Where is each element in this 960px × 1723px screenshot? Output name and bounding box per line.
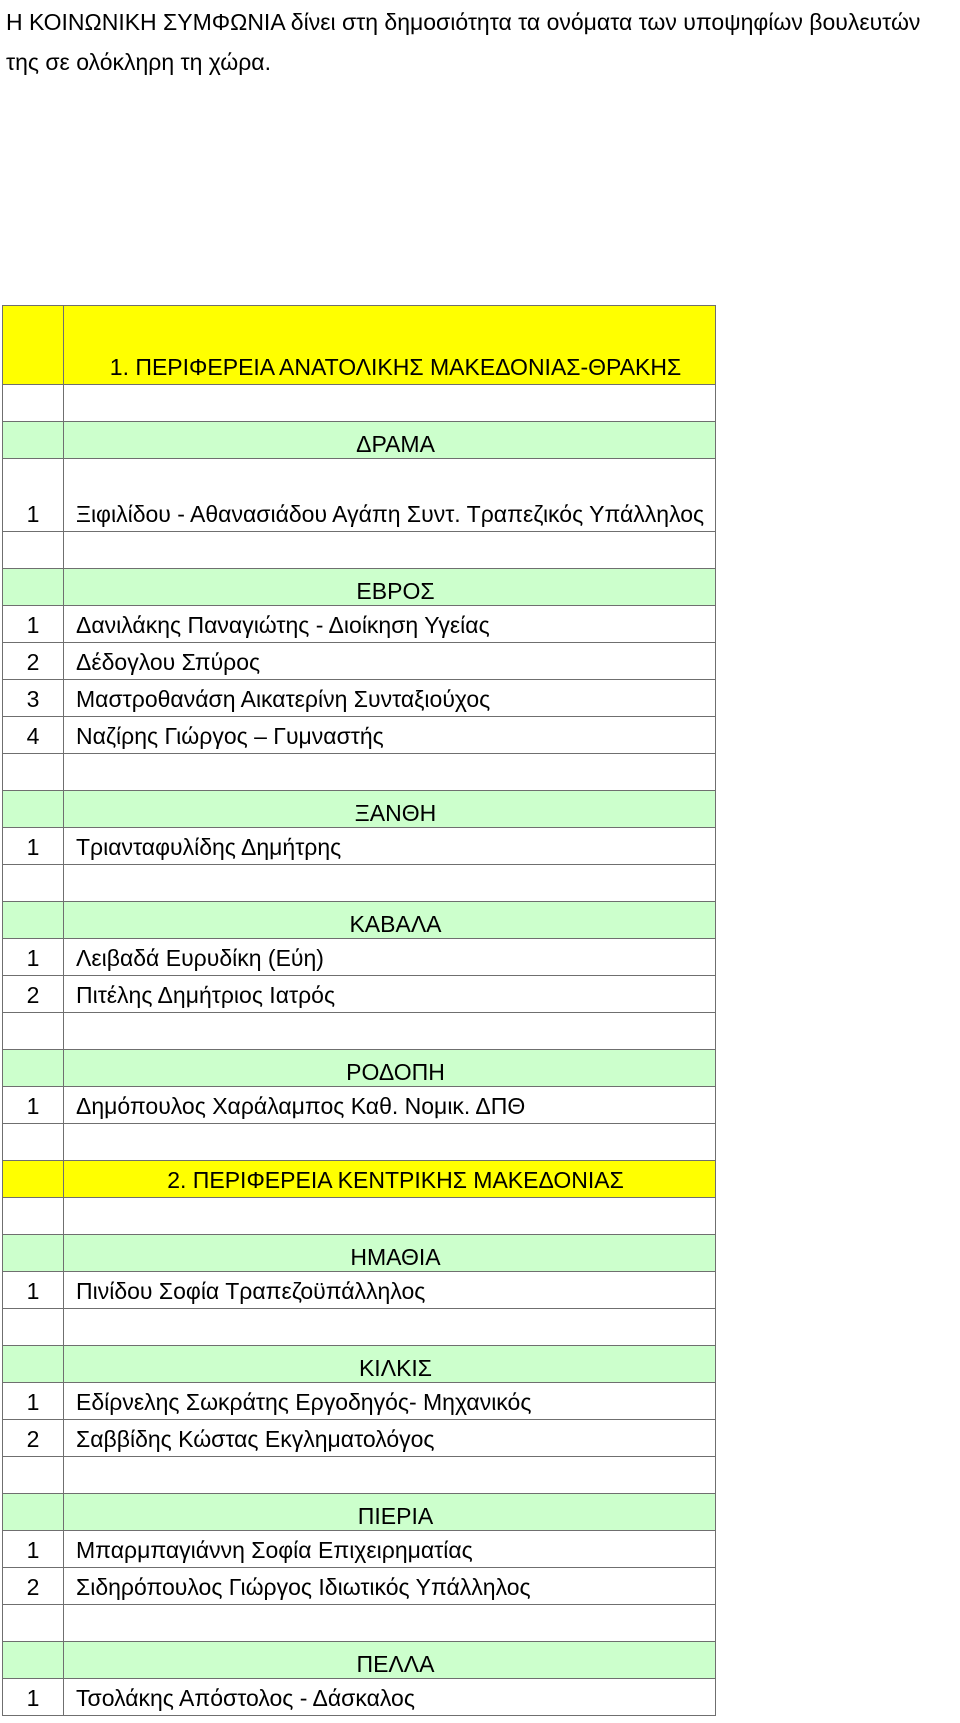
candidate-name: Ναζίρης Γιώργος – Γυμναστής — [64, 717, 716, 754]
spacer-row — [3, 1457, 716, 1494]
text-cell — [64, 1198, 716, 1235]
candidate-number: 1 — [3, 1272, 64, 1309]
region-header-row — [3, 306, 716, 385]
candidate-name: Δημόπουλος Χαράλαμπος Καθ. Νομικ. ΔΠΘ — [64, 1087, 716, 1124]
number-cell — [3, 902, 64, 939]
candidate-number: 1 — [3, 606, 64, 643]
candidate-name: Πιτέλης Δημήτριος Ιατρός — [64, 976, 716, 1013]
candidate-row — [3, 828, 716, 865]
prefecture-header-row — [3, 1642, 716, 1679]
number-cell — [3, 1642, 64, 1679]
candidate-number: 1 — [3, 828, 64, 865]
intro-text: Η ΚΟΙΝΩΝΙΚΗ ΣΥΜΦΩΝΙΑ δίνει στη δημοσιότητα τα ονόματα των υποψηφίων βουλευτών της σε ολόκληρη τη χώρα. — [6, 9, 921, 75]
prefecture-header-row — [3, 1346, 716, 1383]
candidate-name: Σαββίδης Κώστας Εκγληματολόγος — [64, 1420, 716, 1457]
candidate-row — [3, 1272, 716, 1309]
candidate-row — [3, 643, 716, 680]
spacer-row — [3, 1013, 716, 1050]
candidate-number: 1 — [3, 1679, 64, 1716]
number-cell — [3, 532, 64, 569]
candidate-name: Τριανταφυλίδης Δημήτρης — [64, 828, 716, 865]
region-title: 1. ΠΕΡΙΦΕΡΕΙΑ ΑΝΑΤΟΛΙΚΗΣ ΜΑΚΕΔΟΝΙΑΣ-ΘΡΑΚΗΣ — [64, 306, 716, 385]
prefecture-name: ΠΕΛΛΑ — [64, 1642, 716, 1679]
prefecture-header-row — [3, 791, 716, 828]
prefecture-header-row — [3, 1494, 716, 1531]
candidate-row — [3, 939, 716, 976]
text-cell — [64, 532, 716, 569]
candidate-number: 1 — [3, 1531, 64, 1568]
candidate-name: Σιδηρόπουλος Γιώργος Ιδιωτικός Υπάλληλος — [64, 1568, 716, 1605]
number-cell — [3, 1124, 64, 1161]
candidate-name: Δανιλάκης Παναγιώτης - Διοίκηση Υγείας — [64, 606, 716, 643]
prefecture-header-row — [3, 569, 716, 606]
prefecture-header-row — [3, 422, 716, 459]
candidate-row — [3, 1679, 716, 1716]
candidate-name: Πινίδου Σοφία Τραπεζοϋπάλληλος — [64, 1272, 716, 1309]
number-cell — [3, 569, 64, 606]
candidate-number: 2 — [3, 643, 64, 680]
text-cell — [64, 1309, 716, 1346]
candidate-name: Λειβαδά Ευρυδίκη (Εύη) — [64, 939, 716, 976]
candidate-number: 4 — [3, 717, 64, 754]
candidate-number: 3 — [3, 680, 64, 717]
candidate-number: 2 — [3, 976, 64, 1013]
candidate-name: Μαστροθανάση Αικατερίνη Συνταξιούχος — [64, 680, 716, 717]
text-cell — [64, 865, 716, 902]
prefecture-name: ΚΑΒΑΛΑ — [64, 902, 716, 939]
number-cell — [3, 1198, 64, 1235]
spacer-row — [3, 1124, 716, 1161]
number-cell — [3, 1235, 64, 1272]
text-cell — [64, 1605, 716, 1642]
number-cell — [3, 1013, 64, 1050]
number-cell — [3, 385, 64, 422]
spacer-row — [3, 1198, 716, 1235]
candidate-row — [3, 717, 716, 754]
spacer-row — [3, 532, 716, 569]
candidate-name: Μπαρμπαγιάννη Σοφία Επιχειρηματίας — [64, 1531, 716, 1568]
candidate-row — [3, 680, 716, 717]
prefecture-name: ΠΙΕΡΙΑ — [64, 1494, 716, 1531]
prefecture-name: ΕΒΡΟΣ — [64, 569, 716, 606]
prefecture-name: ΔΡΑΜΑ — [64, 422, 716, 459]
prefecture-name: ΗΜΑΘΙΑ — [64, 1235, 716, 1272]
text-cell — [64, 1457, 716, 1494]
candidate-name: Εδίρνελης Σωκράτης Εργοδηγός- Μηχανικός — [64, 1383, 716, 1420]
text-cell — [64, 1124, 716, 1161]
text-cell — [64, 385, 716, 422]
prefecture-name: ΡΟΔΟΠΗ — [64, 1050, 716, 1087]
spacer-row — [3, 865, 716, 902]
candidates-table — [2, 305, 716, 1716]
spacer-row — [3, 1605, 716, 1642]
candidate-row — [3, 1420, 716, 1457]
candidate-number: 1 — [3, 939, 64, 976]
number-cell — [3, 306, 64, 385]
candidate-number: 2 — [3, 1568, 64, 1605]
number-cell — [3, 1346, 64, 1383]
number-cell — [3, 1161, 64, 1198]
candidate-row — [3, 1383, 716, 1420]
candidate-name: Ξιφιλίδου - Αθανασιάδου Αγάπη Συντ. Τραπεζικός Υπάλληλος — [64, 459, 716, 532]
candidate-row — [3, 1087, 716, 1124]
candidate-row — [3, 976, 716, 1013]
candidate-name: Τσολάκης Απόστολος - Δάσκαλος — [64, 1679, 716, 1716]
number-cell — [3, 1494, 64, 1531]
number-cell — [3, 422, 64, 459]
prefecture-name: ΚΙΛΚΙΣ — [64, 1346, 716, 1383]
candidate-row — [3, 1531, 716, 1568]
candidate-row — [3, 459, 716, 532]
spacer-row — [3, 1309, 716, 1346]
number-cell — [3, 865, 64, 902]
spacer-row — [3, 385, 716, 422]
prefecture-header-row — [3, 1235, 716, 1272]
spacer-row — [3, 754, 716, 791]
candidate-number: 1 — [3, 1383, 64, 1420]
prefecture-header-row — [3, 902, 716, 939]
number-cell — [3, 754, 64, 791]
candidate-row — [3, 1568, 716, 1605]
candidate-number: 2 — [3, 1420, 64, 1457]
number-cell — [3, 1309, 64, 1346]
prefecture-name: ΞΑΝΘΗ — [64, 791, 716, 828]
region-header-row — [3, 1161, 716, 1198]
number-cell — [3, 791, 64, 828]
number-cell — [3, 1050, 64, 1087]
candidate-number: 1 — [3, 1087, 64, 1124]
prefecture-header-row — [3, 1050, 716, 1087]
candidate-row — [3, 606, 716, 643]
text-cell — [64, 1013, 716, 1050]
candidate-number: 1 — [3, 459, 64, 532]
candidate-name: Δέδογλου Σπύρος — [64, 643, 716, 680]
text-cell — [64, 754, 716, 791]
number-cell — [3, 1457, 64, 1494]
number-cell — [3, 1605, 64, 1642]
region-title: 2. ΠΕΡΙΦΕΡΕΙΑ ΚΕΝΤΡΙΚΗΣ ΜΑΚΕΔΟΝΙΑΣ — [64, 1161, 716, 1198]
